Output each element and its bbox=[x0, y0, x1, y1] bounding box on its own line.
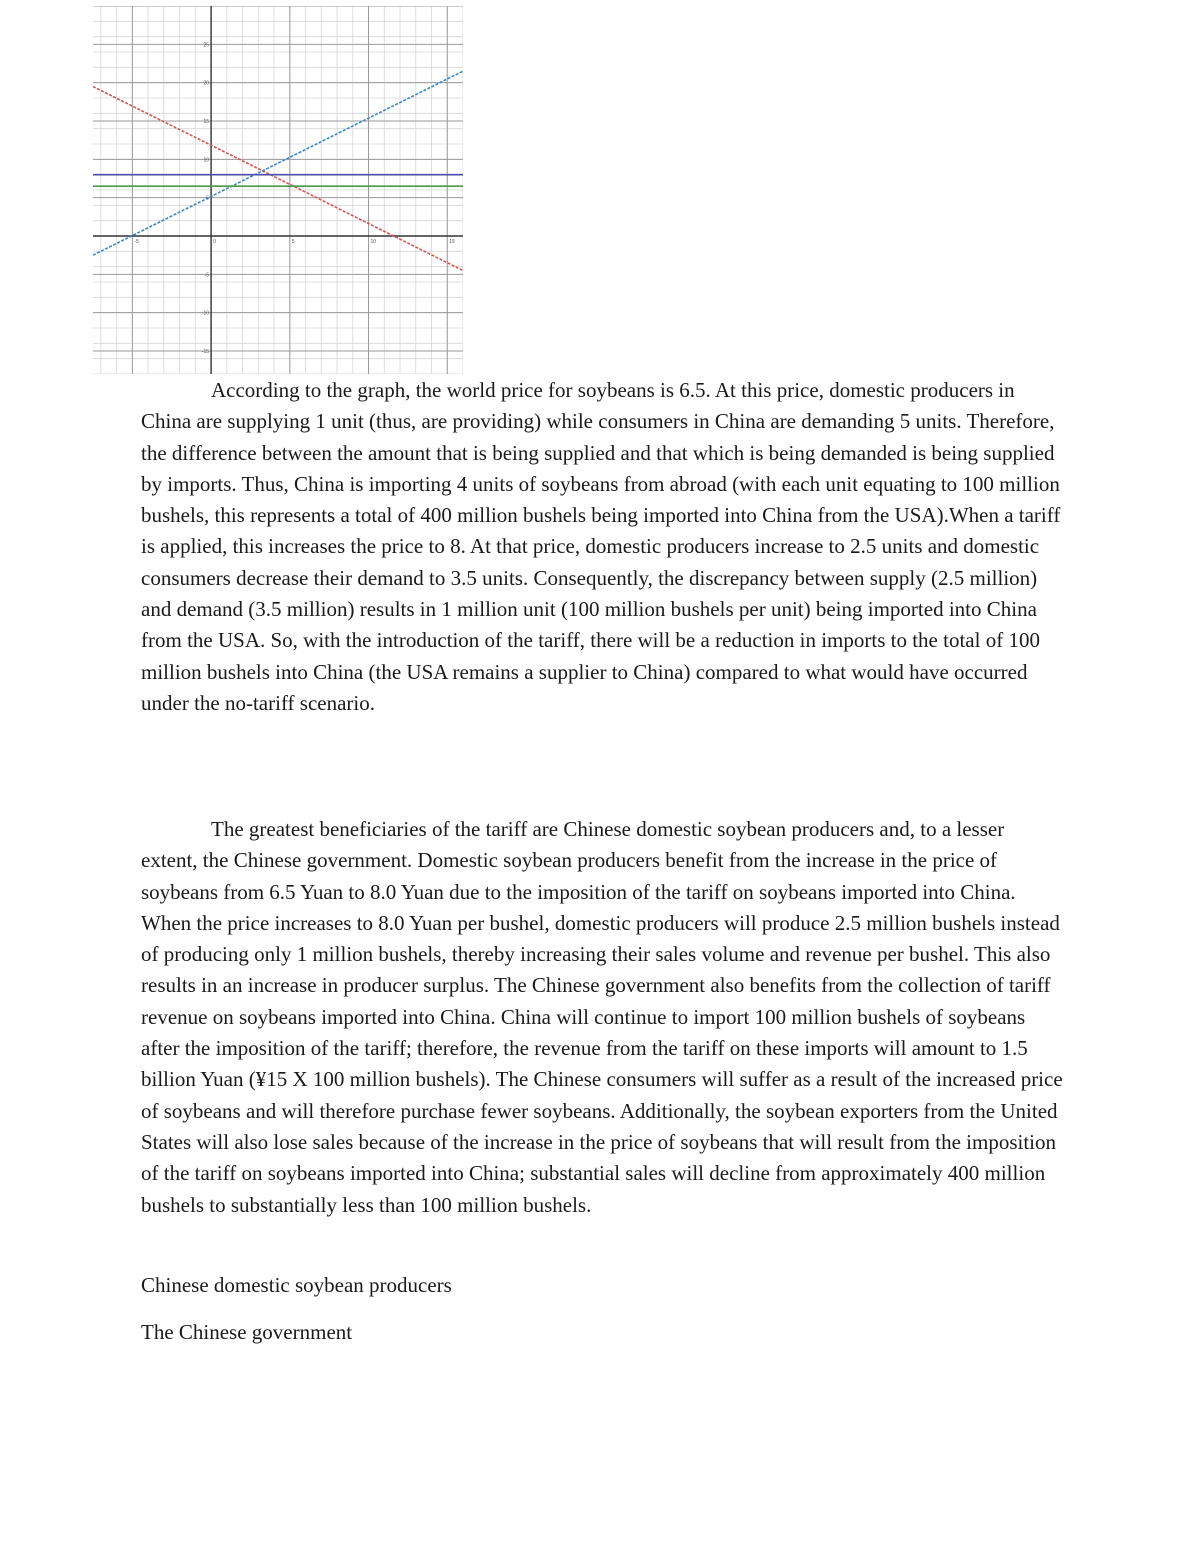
y-tick-label: -5 bbox=[204, 272, 210, 279]
x-tick-label: 15 bbox=[449, 239, 455, 245]
x-tick-label: 10 bbox=[370, 239, 377, 245]
y-tick-label: -15 bbox=[201, 349, 210, 355]
paragraph-beneficiaries: The greatest beneficiaries of the tariff are Chinese domestic soybean producers and, to a lesser extent, the Chinese government. Domestic soybean producers benefit from the increase in the price of soybeans from 6.5 Yuan to 8.0 Yuan due to the imposition of the tariff on soybeans imported into China. When the price increases to 8.0 Yuan per bushel, domestic producers will produce 2.5 million bushels instead of producing only 1 million bushels, thereby increasing their sales volume and revenue per bushel. This also results in an increase in producer surplus. The Chinese government also benefits from the collection of tariff revenue on soybeans imported into China. China will continue to import 100 million bushels of soybeans after the imposition of the tariff; therefore, the revenue from the tariff on these imports will amount to 1.5 billion Yuan (¥15 X 100 million bushels). The Chinese consumers will suffer as a result of the increased price of soybeans and will therefore purchase fewer soybeans. Additionally, the soybean exporters from the United States will also lose sales because of the increase in the price of soybeans that will result from the imposition of the tariff on soybeans imported into China; substantial sales will decline from approximately 400 million bushels to substantially less than 100 million bushels. bbox=[141, 817, 1063, 1217]
paragraph-graph-explanation: According to the graph, the world price for soybeans is 6.5. At this price, domestic producers in China are supplying 1 unit (thus, are providing) while consumers in China are demanding 5 units. Therefore, the difference between the amount that is being supplied and that which is being demanded is being supplied by imports. Thus, China is importing 4 units of soybeans from abroad (with each unit equating to 100 million bushels, this represents a total of 400 million bushels being imported into China from the USA).When a tariff is applied, this increases the price to 8. At that price, domestic producers increase to 2.5 units and domestic consumers decrease their demand to 3.5 units. Consequently, the discrepancy between supply (2.5 million) and demand (3.5 million) results in 1 million unit (100 million bushels per unit) being imported into China from the USA. So, with the introduction of the tariff, there will be a reduction in imports to the total of 100 million bushels into China (the USA remains a supplier to China) compared to what would have occurred under the no-tariff scenario. bbox=[141, 378, 1061, 715]
y-tick-label: -10 bbox=[201, 310, 210, 317]
x-tick-label: -5 bbox=[134, 239, 139, 245]
y-tick-label: 15 bbox=[203, 119, 210, 125]
supply-demand-graph bbox=[93, 6, 463, 374]
x-tick-label: 0 bbox=[213, 239, 216, 245]
y-tick-label: 25 bbox=[203, 42, 210, 49]
y-tick-label: 20 bbox=[203, 80, 210, 87]
x-tick-label: 5 bbox=[291, 239, 295, 245]
y-tick-label: 10 bbox=[203, 157, 210, 164]
beneficiary-item-government: The Chinese government bbox=[141, 1320, 353, 1344]
y-tick-label: 5 bbox=[206, 195, 210, 202]
beneficiary-item-producers: Chinese domestic soybean producers bbox=[141, 1273, 452, 1297]
